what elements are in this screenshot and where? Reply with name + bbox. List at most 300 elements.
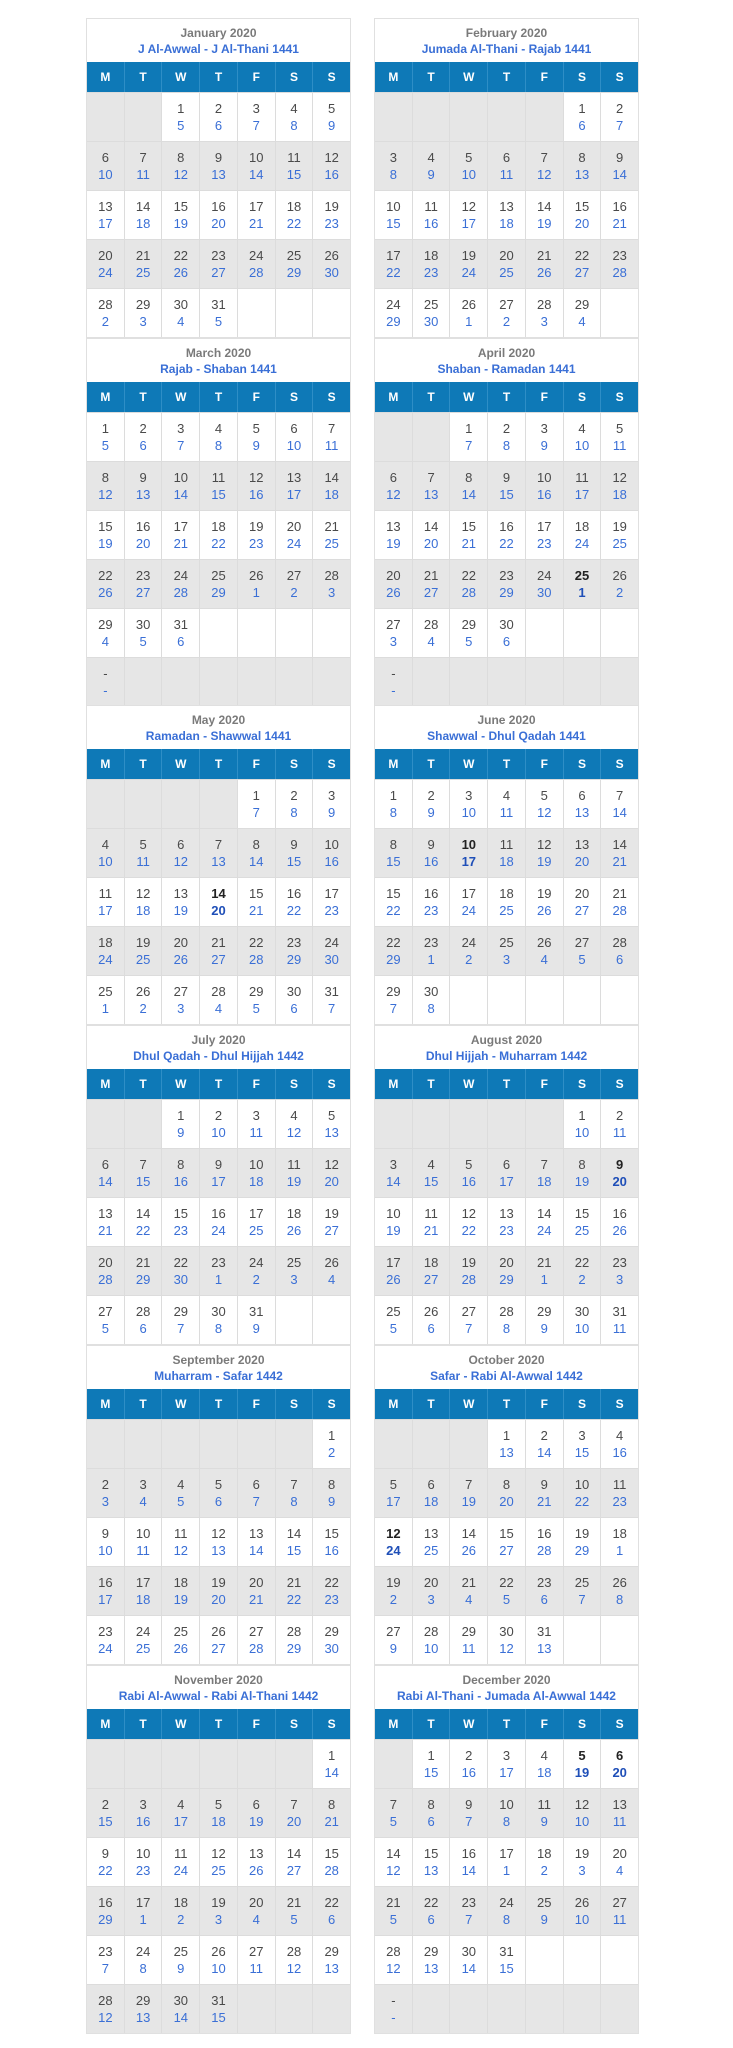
day-cell[interactable] (162, 1936, 200, 1984)
day-cell[interactable] (313, 976, 350, 1024)
day-cell[interactable] (238, 1100, 276, 1148)
day-cell[interactable] (162, 1247, 200, 1295)
day-cell[interactable] (488, 829, 526, 877)
day-cell[interactable] (413, 1518, 451, 1566)
day-cell[interactable] (162, 1616, 200, 1664)
day-cell[interactable] (125, 927, 163, 975)
day-cell[interactable] (125, 1789, 163, 1837)
day-cell[interactable] (450, 289, 488, 337)
day-cell[interactable] (488, 609, 526, 657)
day-cell[interactable] (413, 560, 451, 608)
day-cell[interactable] (87, 191, 125, 239)
day-cell[interactable] (87, 1985, 125, 2033)
day-cell[interactable] (375, 1789, 413, 1837)
day-cell[interactable] (375, 1936, 413, 1984)
day-cell[interactable] (162, 1198, 200, 1246)
day-cell[interactable] (162, 1100, 200, 1148)
day-cell[interactable] (238, 976, 276, 1024)
day-cell[interactable] (125, 1518, 163, 1566)
day-cell[interactable] (526, 1420, 564, 1468)
day-cell[interactable] (125, 462, 163, 510)
day-cell[interactable] (276, 93, 314, 141)
day-cell[interactable] (564, 413, 602, 461)
day-cell[interactable] (313, 142, 350, 190)
day-cell[interactable] (601, 829, 638, 877)
day-cell[interactable] (601, 191, 638, 239)
day-cell[interactable] (375, 560, 413, 608)
day-cell[interactable] (200, 1100, 238, 1148)
day-cell[interactable] (87, 878, 125, 926)
day-cell[interactable] (162, 1567, 200, 1615)
day-cell[interactable] (526, 1838, 564, 1886)
day-cell[interactable] (313, 1740, 350, 1788)
day-cell[interactable] (313, 1469, 350, 1517)
day-cell[interactable] (450, 1838, 488, 1886)
day-cell[interactable] (564, 93, 602, 141)
day-cell[interactable] (87, 829, 125, 877)
day-cell[interactable] (601, 1247, 638, 1295)
day-cell[interactable] (313, 1936, 350, 1984)
day-cell[interactable] (313, 1789, 350, 1837)
day-cell[interactable] (162, 829, 200, 877)
day-cell[interactable] (238, 191, 276, 239)
day-cell[interactable] (200, 1247, 238, 1295)
day-cell[interactable] (125, 1296, 163, 1344)
day-cell[interactable] (564, 462, 602, 510)
day-cell[interactable] (375, 511, 413, 559)
day-cell[interactable] (125, 1149, 163, 1197)
day-cell[interactable] (375, 1567, 413, 1615)
day-cell[interactable] (488, 1789, 526, 1837)
day-cell[interactable] (87, 240, 125, 288)
day-cell[interactable] (375, 609, 413, 657)
day-cell[interactable] (125, 289, 163, 337)
day-cell[interactable] (313, 511, 350, 559)
day-cell[interactable] (125, 829, 163, 877)
day-cell[interactable] (413, 289, 451, 337)
day-cell[interactable] (125, 191, 163, 239)
day-cell[interactable] (488, 1198, 526, 1246)
day-cell[interactable] (276, 511, 314, 559)
day-cell[interactable] (601, 93, 638, 141)
day-cell[interactable] (375, 1616, 413, 1664)
day-cell[interactable] (125, 1936, 163, 1984)
day-cell[interactable] (313, 413, 350, 461)
day-cell[interactable] (413, 1789, 451, 1837)
day-cell[interactable] (526, 1518, 564, 1566)
day-cell[interactable] (162, 511, 200, 559)
day-cell[interactable] (375, 1296, 413, 1344)
day-cell[interactable] (564, 191, 602, 239)
day-cell[interactable] (601, 240, 638, 288)
day-cell[interactable] (375, 462, 413, 510)
day-cell[interactable] (276, 413, 314, 461)
day-cell[interactable] (87, 560, 125, 608)
day-cell[interactable] (313, 878, 350, 926)
day-cell[interactable] (87, 976, 125, 1024)
day-cell[interactable] (413, 462, 451, 510)
day-cell[interactable] (601, 1518, 638, 1566)
day-cell[interactable] (162, 1789, 200, 1837)
day-cell[interactable] (413, 1198, 451, 1246)
day-cell[interactable] (413, 609, 451, 657)
day-cell[interactable] (313, 1100, 350, 1148)
day-cell[interactable] (601, 1887, 638, 1935)
day-cell[interactable] (125, 142, 163, 190)
day-cell[interactable] (276, 1616, 314, 1664)
day-cell[interactable] (200, 927, 238, 975)
day-cell[interactable] (276, 1149, 314, 1197)
day-cell[interactable] (125, 976, 163, 1024)
day-cell[interactable] (526, 1740, 564, 1788)
day-cell[interactable] (450, 462, 488, 510)
day-cell[interactable] (375, 780, 413, 828)
day-cell[interactable] (488, 1296, 526, 1344)
day-cell[interactable] (200, 1296, 238, 1344)
day-cell[interactable] (526, 1616, 564, 1664)
day-cell[interactable] (125, 1887, 163, 1935)
day-cell[interactable] (313, 1838, 350, 1886)
day-cell[interactable] (200, 240, 238, 288)
day-cell[interactable] (526, 1887, 564, 1935)
day-cell[interactable] (526, 927, 564, 975)
day-cell[interactable] (488, 191, 526, 239)
day-cell[interactable] (450, 1740, 488, 1788)
day-cell[interactable] (413, 829, 451, 877)
day-cell[interactable] (526, 191, 564, 239)
day-cell[interactable] (375, 829, 413, 877)
day-cell[interactable] (200, 1616, 238, 1664)
day-cell[interactable] (450, 829, 488, 877)
day-cell[interactable] (450, 1567, 488, 1615)
day-cell[interactable] (87, 511, 125, 559)
day-cell[interactable] (450, 1198, 488, 1246)
day-cell[interactable] (162, 142, 200, 190)
day-cell[interactable] (125, 878, 163, 926)
day-cell[interactable] (238, 829, 276, 877)
day-cell[interactable] (564, 1296, 602, 1344)
day-cell[interactable] (87, 1616, 125, 1664)
day-cell[interactable] (276, 1567, 314, 1615)
day-cell[interactable] (375, 142, 413, 190)
day-cell[interactable] (564, 1518, 602, 1566)
day-cell[interactable] (564, 1838, 602, 1886)
day-cell[interactable] (564, 1887, 602, 1935)
day-cell[interactable] (526, 1149, 564, 1197)
day-cell[interactable] (276, 1838, 314, 1886)
day-cell[interactable] (87, 1936, 125, 1984)
day-cell[interactable] (413, 142, 451, 190)
day-cell[interactable] (413, 1936, 451, 1984)
day-cell[interactable] (125, 1247, 163, 1295)
day-cell[interactable] (564, 1420, 602, 1468)
day-cell[interactable] (162, 1838, 200, 1886)
day-cell[interactable] (375, 1985, 413, 2033)
day-cell[interactable] (564, 1100, 602, 1148)
day-cell[interactable] (238, 1789, 276, 1837)
day-cell[interactable] (601, 1567, 638, 1615)
day-cell[interactable] (238, 780, 276, 828)
day-cell[interactable] (564, 511, 602, 559)
day-cell[interactable] (526, 560, 564, 608)
day-cell[interactable] (601, 1740, 638, 1788)
day-cell[interactable] (87, 1567, 125, 1615)
day-cell[interactable] (526, 142, 564, 190)
day-cell[interactable] (413, 1567, 451, 1615)
day-cell[interactable] (276, 191, 314, 239)
day-cell[interactable] (488, 1149, 526, 1197)
day-cell[interactable] (200, 1985, 238, 2033)
day-cell[interactable] (488, 1936, 526, 1984)
day-cell[interactable] (276, 1100, 314, 1148)
day-cell[interactable] (87, 1296, 125, 1344)
day-cell[interactable] (125, 1616, 163, 1664)
day-cell[interactable] (526, 511, 564, 559)
day-cell[interactable] (162, 1296, 200, 1344)
day-cell[interactable] (450, 1616, 488, 1664)
day-cell[interactable] (450, 1789, 488, 1837)
day-cell[interactable] (200, 289, 238, 337)
day-cell[interactable] (162, 1469, 200, 1517)
day-cell[interactable] (450, 927, 488, 975)
day-cell[interactable] (413, 191, 451, 239)
day-cell[interactable] (238, 1296, 276, 1344)
day-cell[interactable] (87, 289, 125, 337)
day-cell[interactable] (413, 1296, 451, 1344)
day-cell[interactable] (200, 1567, 238, 1615)
day-cell[interactable] (238, 1247, 276, 1295)
day-cell[interactable] (200, 829, 238, 877)
day-cell[interactable] (488, 1247, 526, 1295)
day-cell[interactable] (162, 1985, 200, 2033)
day-cell[interactable] (526, 829, 564, 877)
day-cell[interactable] (488, 1740, 526, 1788)
day-cell[interactable] (87, 1518, 125, 1566)
day-cell[interactable] (125, 1838, 163, 1886)
day-cell[interactable] (200, 1789, 238, 1837)
day-cell[interactable] (200, 191, 238, 239)
day-cell[interactable] (488, 413, 526, 461)
day-cell[interactable] (162, 93, 200, 141)
day-cell[interactable] (313, 1247, 350, 1295)
day-cell[interactable] (87, 1469, 125, 1517)
day-cell[interactable] (162, 609, 200, 657)
day-cell[interactable] (162, 413, 200, 461)
day-cell[interactable] (200, 1198, 238, 1246)
day-cell[interactable] (526, 289, 564, 337)
day-cell[interactable] (564, 1740, 602, 1788)
day-cell[interactable] (276, 976, 314, 1024)
day-cell[interactable] (162, 240, 200, 288)
day-cell[interactable] (488, 1420, 526, 1468)
day-cell[interactable] (162, 1149, 200, 1197)
day-cell[interactable] (238, 1469, 276, 1517)
day-cell[interactable] (526, 878, 564, 926)
day-cell[interactable] (87, 142, 125, 190)
day-cell[interactable] (526, 1789, 564, 1837)
day-cell[interactable] (413, 511, 451, 559)
day-cell[interactable] (87, 1887, 125, 1935)
day-cell[interactable] (450, 191, 488, 239)
day-cell[interactable] (564, 289, 602, 337)
day-cell[interactable] (238, 1838, 276, 1886)
day-cell[interactable] (200, 1149, 238, 1197)
day-cell[interactable] (450, 780, 488, 828)
day-cell[interactable] (162, 289, 200, 337)
day-cell[interactable] (375, 191, 413, 239)
day-cell[interactable] (564, 927, 602, 975)
day-cell[interactable] (601, 927, 638, 975)
day-cell[interactable] (87, 462, 125, 510)
day-cell[interactable] (238, 1518, 276, 1566)
day-cell[interactable] (125, 609, 163, 657)
day-cell[interactable] (601, 560, 638, 608)
day-cell[interactable] (276, 927, 314, 975)
day-cell[interactable] (601, 1198, 638, 1246)
day-cell[interactable] (238, 1936, 276, 1984)
day-cell[interactable] (87, 413, 125, 461)
day-cell[interactable] (526, 462, 564, 510)
day-cell[interactable] (375, 1149, 413, 1197)
day-cell[interactable] (238, 560, 276, 608)
day-cell[interactable] (564, 240, 602, 288)
day-cell[interactable] (526, 240, 564, 288)
day-cell[interactable] (450, 1936, 488, 1984)
day-cell[interactable] (276, 142, 314, 190)
day-cell[interactable] (601, 1296, 638, 1344)
day-cell[interactable] (488, 1469, 526, 1517)
day-cell[interactable] (162, 462, 200, 510)
day-cell[interactable] (313, 927, 350, 975)
day-cell[interactable] (488, 560, 526, 608)
day-cell[interactable] (488, 878, 526, 926)
day-cell[interactable] (488, 1567, 526, 1615)
day-cell[interactable] (564, 1469, 602, 1517)
day-cell[interactable] (526, 1198, 564, 1246)
day-cell[interactable] (125, 1198, 163, 1246)
day-cell[interactable] (375, 1247, 413, 1295)
day-cell[interactable] (601, 1420, 638, 1468)
day-cell[interactable] (238, 1198, 276, 1246)
day-cell[interactable] (313, 191, 350, 239)
day-cell[interactable] (87, 609, 125, 657)
day-cell[interactable] (375, 1838, 413, 1886)
day-cell[interactable] (375, 240, 413, 288)
day-cell[interactable] (450, 878, 488, 926)
day-cell[interactable] (526, 1247, 564, 1295)
day-cell[interactable] (488, 1838, 526, 1886)
day-cell[interactable] (488, 142, 526, 190)
day-cell[interactable] (276, 878, 314, 926)
day-cell[interactable] (564, 1789, 602, 1837)
day-cell[interactable] (162, 1887, 200, 1935)
day-cell[interactable] (413, 1740, 451, 1788)
day-cell[interactable] (313, 1149, 350, 1197)
day-cell[interactable] (200, 1936, 238, 1984)
day-cell[interactable] (313, 93, 350, 141)
day-cell[interactable] (450, 142, 488, 190)
day-cell[interactable] (601, 1469, 638, 1517)
day-cell[interactable] (564, 1247, 602, 1295)
day-cell[interactable] (313, 1198, 350, 1246)
day-cell[interactable] (413, 1469, 451, 1517)
day-cell[interactable] (601, 511, 638, 559)
day-cell[interactable] (375, 1469, 413, 1517)
day-cell[interactable] (488, 1616, 526, 1664)
day-cell[interactable] (488, 289, 526, 337)
day-cell[interactable] (375, 658, 413, 706)
day-cell[interactable] (125, 560, 163, 608)
day-cell[interactable] (313, 1567, 350, 1615)
day-cell[interactable] (238, 1567, 276, 1615)
day-cell[interactable] (488, 1887, 526, 1935)
day-cell[interactable] (238, 240, 276, 288)
day-cell[interactable] (276, 1887, 314, 1935)
day-cell[interactable] (564, 142, 602, 190)
day-cell[interactable] (162, 976, 200, 1024)
day-cell[interactable] (276, 240, 314, 288)
day-cell[interactable] (200, 1838, 238, 1886)
day-cell[interactable] (601, 142, 638, 190)
day-cell[interactable] (87, 1198, 125, 1246)
day-cell[interactable] (238, 462, 276, 510)
day-cell[interactable] (450, 1469, 488, 1517)
day-cell[interactable] (238, 93, 276, 141)
day-cell[interactable] (313, 462, 350, 510)
day-cell[interactable] (200, 511, 238, 559)
day-cell[interactable] (450, 560, 488, 608)
day-cell[interactable] (601, 1100, 638, 1148)
day-cell[interactable] (450, 413, 488, 461)
day-cell[interactable] (413, 1887, 451, 1935)
day-cell[interactable] (450, 1247, 488, 1295)
day-cell[interactable] (162, 878, 200, 926)
day-cell[interactable] (125, 511, 163, 559)
day-cell[interactable] (375, 1518, 413, 1566)
day-cell[interactable] (526, 1567, 564, 1615)
day-cell[interactable] (276, 1789, 314, 1837)
day-cell[interactable] (87, 1838, 125, 1886)
day-cell[interactable] (413, 240, 451, 288)
day-cell[interactable] (87, 1149, 125, 1197)
day-cell[interactable] (601, 1838, 638, 1886)
day-cell[interactable] (276, 780, 314, 828)
day-cell[interactable] (450, 511, 488, 559)
day-cell[interactable] (450, 1887, 488, 1935)
day-cell[interactable] (450, 1518, 488, 1566)
day-cell[interactable] (526, 1296, 564, 1344)
day-cell[interactable] (238, 142, 276, 190)
day-cell[interactable] (276, 1469, 314, 1517)
day-cell[interactable] (276, 560, 314, 608)
day-cell[interactable] (413, 878, 451, 926)
day-cell[interactable] (488, 927, 526, 975)
day-cell[interactable] (238, 1149, 276, 1197)
day-cell[interactable] (200, 413, 238, 461)
day-cell[interactable] (238, 878, 276, 926)
day-cell[interactable] (413, 1149, 451, 1197)
day-cell[interactable] (313, 560, 350, 608)
day-cell[interactable] (313, 1420, 350, 1468)
day-cell[interactable] (276, 1247, 314, 1295)
day-cell[interactable] (601, 780, 638, 828)
day-cell[interactable] (413, 976, 451, 1024)
day-cell[interactable] (125, 1985, 163, 2033)
day-cell[interactable] (488, 511, 526, 559)
day-cell[interactable] (238, 1887, 276, 1935)
day-cell[interactable] (601, 1149, 638, 1197)
day-cell[interactable] (87, 658, 125, 706)
